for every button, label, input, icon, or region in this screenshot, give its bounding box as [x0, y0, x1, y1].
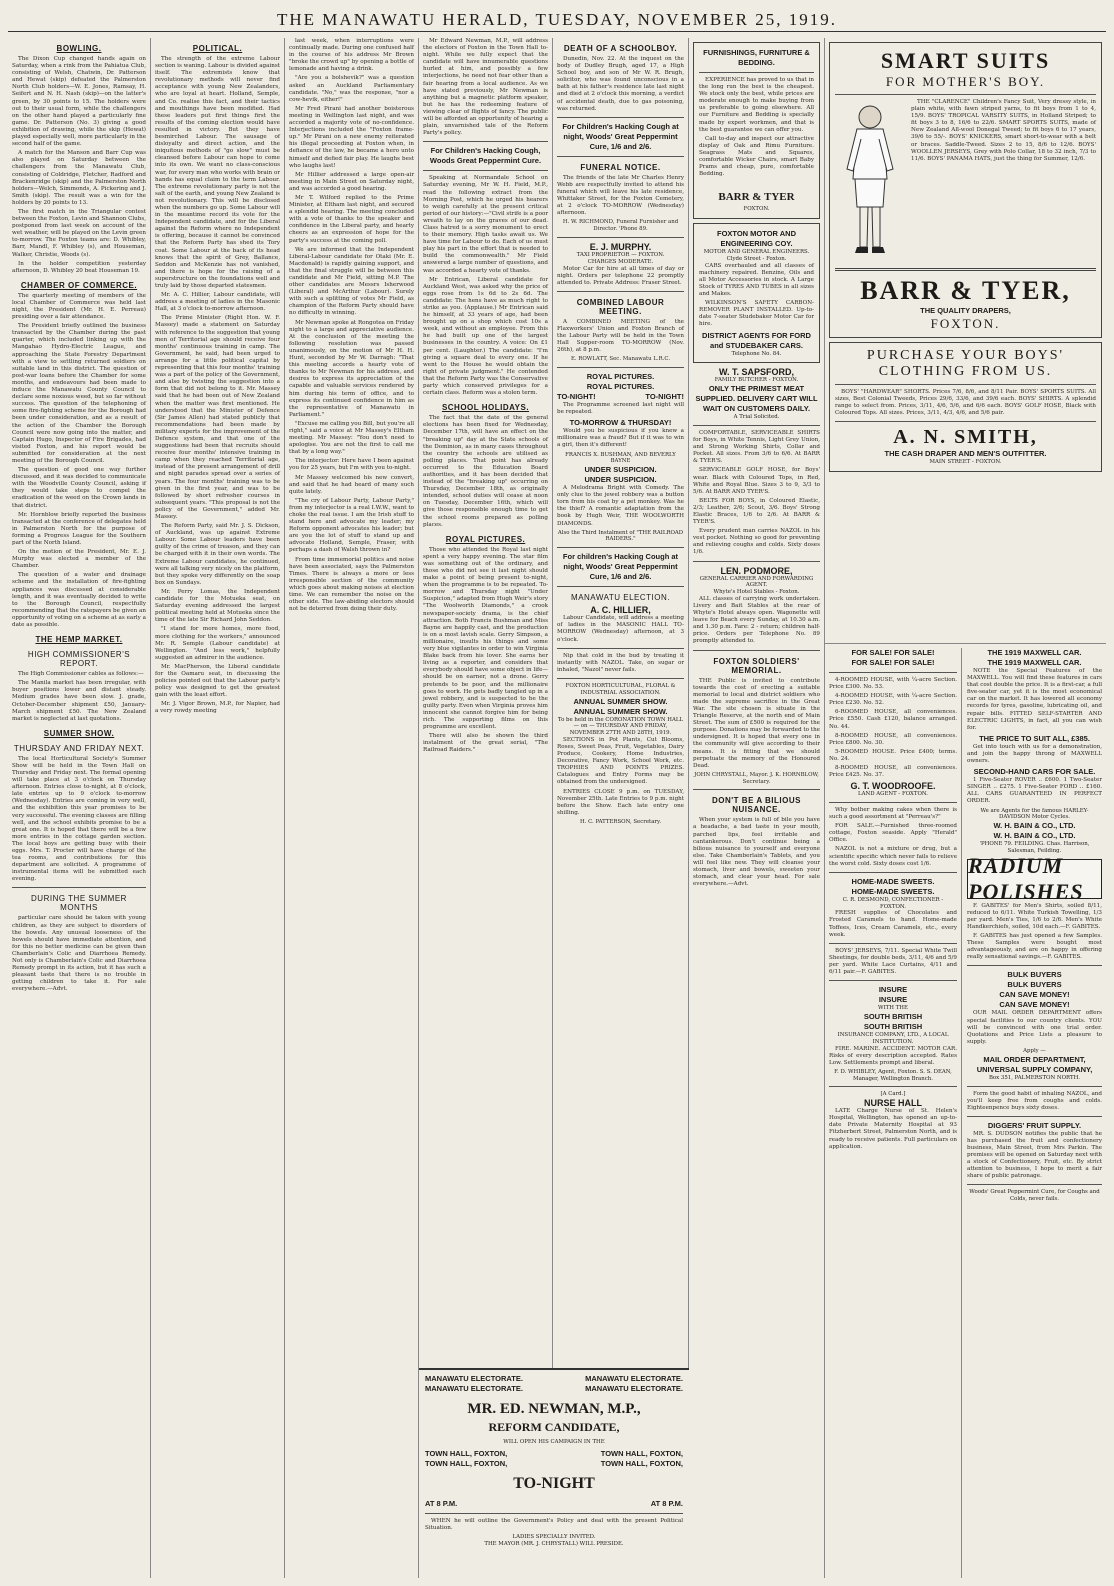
podmore-subtitle: GENERAL CARRIER AND FORWARDING AGENT.	[699, 575, 814, 589]
paragraph: last week, when interruptions were continually made. During one confused half in the course of his address Mr Brown "broke the crowd up" by opening a bottle of lemonade and having a drink.	[289, 38, 414, 73]
smith-address: MAIN STREET - FOXTON.	[929, 459, 1002, 466]
paragraph: EXPERIENCE has proved to us that in the long run the best is the cheapest. We stock only the best, while prices are moderate enough to make buying from us preferable to going elsewhere. All our Furniture and Bedding is specially made by expert workmen, and that is the best guarantee we can offer you.	[699, 77, 814, 133]
sapsford-name: W. T. SAPSFORD,	[718, 367, 794, 378]
paragraph: Labour Candidate, will address a meeting of ladies in the MASONIC HALL TO-MORROW (Wednesday) afternoon, at 3 o'clock.	[557, 615, 684, 643]
jerseys-text	[829, 948, 957, 976]
columns	[8, 38, 1106, 1578]
barr-tyer-town: FOXTON.	[930, 316, 1001, 331]
memorial-signature: JOHN CHRYSTALL, Mayor. J. K. HORNBLOW, Secretary.	[694, 771, 819, 785]
paragraph: COMFORTABLE, SERVICEABLE SHIRTS for Boys, in White Tennis, Light Grey Union, and Strong Working Shirts, Collar and Pocket. All sizes. From 3/6 to 6/6. At BARR & TYER'S.	[693, 429, 820, 465]
misc-ads	[829, 807, 957, 868]
holidays-article	[423, 415, 548, 529]
paragraph: Get into touch with us for a demonstration, and join the happy throng of MAXWELL owners.	[967, 743, 1102, 765]
under-suspicion: UNDER SUSPICION.	[584, 465, 657, 475]
motor-address: Clyde Street - Foxton.	[726, 255, 787, 262]
paragraph: Mr. J. Vigor Brown, M.P., for Napier, had a very rowdy meeting	[155, 701, 280, 715]
paragraph: ALL classes of carrying work undertaken. Livery and Bait Stables at the rear of Whyte's Hotel always open. Wagonette will leave for Beach every Sunday, at 10.30 a.m. and 1.30 p.m. Fare: 2 - return; children half-price. Orders per Telephone No. 89 promptly attended to.	[693, 595, 820, 645]
tonight-label: TO-NIGHT!	[557, 392, 596, 402]
divider	[557, 291, 684, 292]
save-money: CAN SAVE MONEY!	[999, 990, 1070, 1000]
insure: INSURE	[878, 985, 908, 995]
memorial-heading: FOXTON SOLDIERS' MEMORIAL.	[713, 656, 800, 675]
sapsford-text: ONLY THE PRIMEST MEAT SUPPLIED. DELIVERY CART WILL WAIT ON CUSTOMERS DAILY.	[695, 384, 818, 414]
paragraph: The quarterly meeting of members of the local Chamber of Commerce was held last night, the President (Mr. H. E. Perreau) presiding over a fair attendance.	[12, 292, 146, 321]
royal-heading-2: ROYAL PICTURES.	[586, 382, 655, 392]
paragraph: BELTS FOR BOYS, in Coloured Elastic, 2/3; Leather, 2/6; Scout, 3/6. Boys' Strong Elastic Braces, 1/6 to 2/6. At BARR & TYER'S.	[693, 497, 820, 526]
political-article	[155, 56, 280, 716]
smart-suits-subtitle: FOR MOTHER'S BOY.	[885, 74, 1046, 89]
divider	[693, 561, 820, 562]
schoolboy-article	[557, 56, 684, 113]
town-hall-2: TOWN HALL, FOXTON,	[600, 1448, 683, 1458]
column-7a	[825, 648, 962, 1578]
divider	[829, 802, 957, 803]
for-sale-2: FOR SALE! FOR SALE!	[851, 658, 935, 667]
paragraph: We are informed that the Independent Liberal-Labour candidate for Otaki (Mr. E. Macdonald) is rapidly gaining support, and that the final struggle will be between this candidate and Mr Field, sitting M.P. The other candidates are Messrs Isherwood (Liberal) and McArthur (Labour). Surely with such a splitting of votes Mr Field, as champion of the Reform Party should have no difficulty in winning.	[289, 246, 414, 317]
motor-heading: FOXTON MOTOR AND ENGINEERING COY.	[716, 229, 797, 249]
listing: 4-ROOMED HOUSE, with ¼-acre Section. Price £300. No. 53.	[829, 677, 957, 691]
under-ad	[557, 485, 684, 528]
divider	[693, 425, 820, 426]
paragraph: The Reform Party, said Mr. J. S. Dickson, of Auckland, was up against Extreme Labour. Some Labour leaders have been guilty of the crime of treason, and they can be charged with it in their own words. The Extreme Labour candidates, he continued, were all talking very nicely on the platform, but they spoke very differently on the soap box on Sundays.	[155, 523, 280, 586]
commerce-article	[12, 293, 146, 629]
holidays-heading: SCHOOL HOLIDAYS.	[441, 403, 530, 413]
paragraph: Mr. Perry Lomas, the Independent candidate for the Motueka seat, on Saturday evening addressed the largest political meeting held at Motueka since the time of the late Sir Richard John Seddon.	[155, 588, 280, 624]
time-label: AT 8 P.M.	[425, 1498, 458, 1508]
divider	[967, 965, 1102, 966]
listing: 8-ROOMED HOUSE, all conveniences. Price £800. No. 30.	[829, 732, 957, 746]
bowling-heading: BOWLING.	[56, 44, 102, 53]
desmond: C. R. DESMOND, CONFECTIONER - FOXTON.	[842, 896, 944, 910]
funeral-signature: H. W. RICHMOND, Funeral Furnisher and Director. 'Phone 89.	[562, 219, 679, 233]
town-hall: TOWN HALL, FOXTON,	[425, 1448, 508, 1458]
labour-heading: COMBINED LABOUR MEETING.	[576, 297, 665, 316]
motor-subtitle: MOTOR AND GENERAL ENGINEERS.	[703, 249, 810, 256]
divider	[557, 237, 684, 238]
commerce-heading: CHAMBER OF COMMERCE.	[20, 280, 138, 290]
paragraph: Mr Fred Pirani had another boisterous meeting in Wellington last night, and was accorded a majority vote of no-confidence. Interjections included the "Foxton frame-up." Mr Pirani on a new enemy reiterated his illegal proceeding at Foxton when, in defiance of the law, he became a hero unto himself and defied fair play. He laughs best who laughs last!	[289, 105, 414, 169]
tomorrow-ad	[557, 428, 684, 449]
barr-tyer: BARR & TYER	[718, 191, 795, 204]
paragraph: A match for the Manson and Barr Cup was also played on Saturday between the challengers from the Manawatu Club, consisting of Coldridge, Fletcher, Radford and Brackenridge (skip) and the Palmerston North holders—Welch, Simmonds, A. Pickering and J. Smith (skip). The result was a win for the holders by 20 points to 13.	[12, 150, 146, 206]
political-continued	[289, 38, 414, 613]
hort-heading: FOXTON HORTICULTURAL, FLORAL & INDUSTRIAL ASSOCIATION.	[565, 682, 676, 696]
card-label: [A Card.]	[880, 1091, 906, 1098]
under-suspicion-2: UNDER SUSPICION.	[584, 475, 657, 485]
paragraph: Mr T. Wilford replied to the Prime Minister, at Eltham last night, and secured a splendid hearing. The meeting concluded with a vote of thanks to the speaker and confidence in the Liberal party, and hearty cheers as an expression of hope for the party's success at the coming poll.	[289, 194, 414, 244]
divider	[557, 586, 684, 587]
divider	[557, 547, 684, 548]
paragraph: Nip that cold in the bud by treating it instantly with NAZOL. Take, on sugar or inhaled, "Nazol" never fails.	[557, 652, 684, 673]
boy-illustration	[835, 99, 905, 259]
pictures-article	[423, 547, 548, 755]
maxwell-heading: THE 1919 MAXWELL CAR.	[987, 648, 1082, 657]
hemp-article	[12, 671, 146, 723]
paragraph: On the motion of the President, Mr. E. J. Murphy was elected a member of the Chamber.	[12, 549, 146, 570]
paragraph: CARS overhauled and all classes of machinery repaired. Benzine, Oils and all Motor Accessories in stock. A Large Stock of TYRES AND TUBES in all sizes and Makes.	[699, 262, 814, 298]
paragraph: Mr Edward Newman, M.P., will address the electors of Foxton in the Town Hall to-night. While we fully expect that the candidate will have innumerable questions hurled at him, and possibly a few interjections, he need not fear other than a fair hearing from a local audience. As we have stated previously, Mr Newman is anything but a magnetic platform speaker, but he has the redeeming feature of viewing clear of flights of fancy. The public will be afforded an opportunity of hearing a plain, unvarnished tale of the Reform Party's policy.	[423, 38, 548, 137]
furniture-heading: FURNISHINGS, FURNITURE & BEDDING.	[703, 48, 810, 67]
dudson-text	[967, 1131, 1102, 1181]
hemp-heading: THE HEMP MARKET.	[35, 635, 123, 645]
bowling-article	[12, 56, 146, 275]
column-1	[8, 38, 151, 1578]
column-7b	[963, 648, 1106, 1578]
for-sale: FOR SALE! FOR SALE!	[851, 648, 935, 657]
podmore-name: LEN. PODMORE,	[720, 565, 793, 576]
labour-signature: E. ROWLATT, Sec. Manawatu L.R.C.	[570, 356, 671, 363]
paragraph: A COMBINED MEETING of the Flaxworkers' Union and Foxton Branch of the Labour Party will be held in the Town Hall Supper-room TO-MORROW (Nov. 26th), at 8 p.m.	[557, 318, 684, 354]
column-5	[553, 38, 689, 1578]
paragraph: The strength of the extreme Labour section is waning. Labour is divided against itself. The extremists know that revolutionary methods will never find acceptance with young New Zealanders, who are loyal at heart. Holland, Semple, and Co. realise this fact, and their tactics and mouthings have been modified. Had these leaders put first things first the results of the coming election would have resulted in victory. But they have besmirched Labour. The sausage of disloyalty and direct action, and the iniquitous methods of "go slow" must be cleansed before Labour can hope to come into its own. We want no class-conscious war, for every man who works with brain or hands has equal claim to the term Labour. The extreme revolutionary party is not the salt of the earth, and young New Zealand is not revolutionary. This will be disclosed when the numbers go up. Some Labour will in the meantime record its vote for the Independent candidate, and for the Liberal against the Reform where no Independent is offering, because it cannot be convinced that the Reform Party has shed its Tory coat. Some Labour at the back of its head knows that the spirit of Grey, Ballance, Seddon and McKenzie has not vanished, and there is hope for the raising of a superstructure on the foundations well and truly laid by those departed statesmen.	[155, 56, 280, 289]
paragraph: The Prime Minister (Right Hon. W. F. Massey) made a statement on Saturday with reference to the suggestion that young men of Territorial age should receive four months' continuous training in camp. The Government, he said, had been urged to arrange for a little political capital by representing that this four months' training was a part of the policy of the Government, and also by twisting the suggestion into a form that did not belong to it. Mr. Massey said that he had been out of New Zealand when the matter was first mentioned. He understood that the Minister of Defence (Sir James Allen) had stated publicly that recommendations had been made by military experts for the improvement of the Defence system, and that one of the suggestions had been that recruits should receive four months' intensive training in camp when they reached Territorial age, instead of the present arrangement of drill and night parades spread over a series of years. The four months' training was to be given in the first year, and was to be followed by short refresher courses in subsequent years. "This proposal is not the policy of the Government," added Mr. Massey.	[155, 315, 280, 520]
paragraph: SERVICEABLE GOLF HOSE, for Boys' wear. Black with Coloured Tops, in Red, White and Royal Blue. Sizes 3 to 9, 3/3 to 5/6. At BARR AND TYER'S.	[693, 467, 820, 495]
patterson: H. C. PATTERSON, Secretary.	[579, 818, 662, 825]
ladies-invited: LADIES SPECIALLY INVITED.	[512, 1533, 596, 1540]
divider	[423, 141, 548, 142]
royal-ad	[557, 402, 684, 416]
paragraph: Mr. Hornblow briefly reported the business transacted at the conference of delegates held in Palmerston North for the purpose of forming a Progress League for the Southern part of the North Island.	[12, 511, 146, 546]
listing: 5-ROOMED HOUSE. Price £400; terms. No. 24.	[829, 748, 957, 762]
when-text	[425, 1518, 683, 1532]
bulk-buyers: BULK BUYERS	[1007, 970, 1062, 980]
nip-ad	[557, 653, 684, 674]
paragraph: LATE Charge Nurse of St. Helen's Hospital, Wellington, has opened an up-to-date Private Maternity Hospital at 93 Fitzherbert Street, Palmerston North, and is ready to receive patients. Full particulars on application.	[829, 1108, 957, 1150]
desmond-text	[829, 910, 957, 938]
whibley: F. D. WHIBLEY, Agent, Foxton. S. S. DEAN, Manager, Wellington Branch.	[834, 1068, 952, 1082]
tomorrow-label: TO-MORROW & THURSDAY!	[569, 418, 672, 428]
houses-list	[829, 677, 957, 779]
paragraph: OUR MAIL ORDER DEPARTMENT offers special facilities to our country clients. YOU will be convinced with one trial order. Quotations and Price Lists a pleasure to supply.	[967, 1010, 1102, 1045]
will-open: WILL OPEN HIS CAMPAIGN IN THE	[503, 1439, 605, 1445]
listing: 8-ROOMED HOUSE, all conveniences. Price £425. No. 37.	[829, 765, 957, 779]
paragraph: "The cry of Labour Party, Labour Party," from my interjector is a real I.W.W., want to choke the real issue. I am the Irish stuff to stand here and advocate my leader; my Reform opponent advocates his leader; but are you the lot of stuff to stand up and advocate Holland, Semple, Fraser, with perhaps a dash of Walsh thrown in?	[289, 497, 414, 554]
paragraph: The question of a water and drainage scheme and the installation of fire-fighting appliances was discussed at considerable length, and it was eventually decided to write to the Borough Council, respectfully recommending that the ratepayers be given an opportunity of voting on a scheme at as early a date as possible.	[12, 572, 146, 629]
paragraph: BOYS' "HARDWEAR" SHORTS. Prices 7/6, 8/6, and 8/11 Pair. BOYS' SPORTS SUITS. All sizes, Best Colonial Tweeds, Prices 29/6, 33/6, and 39/6 each. BOYS' SHIRTS. A splendid range to select from. Prices, 3/11, 4/6, 5/6, and 6/6 each. BOYS' GOLF HOSE, Black with Coloured Tops. All sizes. Prices, 3/11, 4/3, 4/6, and 5/6 pair.	[835, 389, 1096, 417]
murphy-ad	[557, 266, 684, 287]
paragraph: The friends of the late Mr Charles Henry Webb are respectfully invited to attend his funeral which will leave his late residence, Whittaker Street, for the Foxton Cemetery, at 2 o'clock TO-MORROW (Wednesday) afternoon.	[557, 174, 684, 217]
newspaper-page	[8, 6, 1106, 1580]
paragraph: Mr. MacPherson, the Liberal candidate for the Oamaru seat, in discussing the policies pointed out that the Labour party's policy was designed to get the greatest gain with the least effort.	[155, 663, 280, 699]
newman-campaign-ad	[419, 1368, 689, 1578]
barr-tyer-big: BARR & TYER,	[860, 276, 1071, 305]
bain-2: W. H. BAIN & CO., LTD.	[993, 831, 1076, 841]
raiders: Also the Third Instalment of "THE RAILROAD RAIDERS."	[557, 529, 684, 543]
divider	[829, 672, 957, 673]
divider	[557, 156, 684, 157]
paragraph: Would you be suspicious if you knew a millionaire was a fraud? But if it was to win a girl, then it's different!	[557, 428, 684, 449]
podmore-address: Whyte's Hotel Stables - Foxton.	[713, 589, 800, 596]
bilious-heading: DON'T BE A BILIOUS NUISANCE.	[712, 796, 801, 815]
pictures-heading: ROYAL PICTURES.	[445, 534, 526, 544]
murphy-subtitle: TAXI PROPRIETOR — FOXTON.	[576, 251, 665, 258]
bulk-buyers-2: BULK BUYERS	[1007, 980, 1062, 990]
insure-company-3: INSURANCE COMPANY, LTD., A LOCAL INSTITUTION.	[837, 1031, 949, 1045]
funeral-heading: FUNERAL NOTICE.	[580, 162, 661, 172]
tonight-row	[557, 392, 684, 402]
divider	[967, 1086, 1102, 1087]
paragraph: Call to-day and inspect our attractive display of Oak and Rimu Furniture. Seagrass Mats and Squares, comfortable Wicker Chairs, smart Baby Prams and cheap, pure, comfortable Bedding.	[699, 135, 814, 178]
paragraph: Mr Hillier addressed a large open-air meeting in Main Street on Saturday night, and was accorded a good hearing.	[289, 171, 414, 192]
maxwell-heading-2: THE 1919 MAXWELL CAR.	[987, 658, 1082, 667]
divider	[835, 268, 1096, 271]
annual-show-2: ANNUAL SUMMER SHOW.	[573, 706, 668, 716]
apply: Apply —	[1023, 1047, 1046, 1054]
town-hall-4: TOWN HALL, FOXTON,	[600, 1458, 683, 1468]
divider	[699, 72, 814, 73]
divider	[829, 1086, 957, 1087]
divider	[829, 943, 957, 944]
cough-ad-2: For children's Hacking Cough at night, Woods' Great Peppermint Cure, 1/6 and 2/6.	[562, 552, 679, 582]
nurse-hall: NURSE HALL	[864, 1098, 922, 1109]
paragraph: BOYS' JERSEYS, 7/11. Special White Twill Sheetings, for double beds, 3/11, 4/6 and 5/9 per yard. White Lace Curtains, 4/11 and 6/11 pair.—F. GABITES.	[829, 947, 957, 976]
paragraph: The fact that the date of the general elections has been fixed for Wednesday, December 17th, will have an effect on the "breaking up" day at the State schools of the Dominion, as in many cases throughout the country the schools are utilised as polling places. That point has already occurred to the Education Board authorities, and it has been decided that instead of the "breaking up" occurring on Thursday, December 18th, as originally intended, school duties will cease at noon on Tuesday, December 16th, which will give those responsible enough time to get the school rooms prepared as polling places.	[423, 415, 548, 528]
purchase-text	[835, 389, 1096, 417]
paragraph: FOR SALE.—Furnished three-roomed cottage, Foxton seaside. Apply "Herald" Office.	[829, 823, 957, 844]
woodroofe-name: G. T. WOODROOFE.	[850, 781, 936, 792]
divider	[835, 421, 1096, 422]
paragraph: "Are you a bolshevik?" was a question asked an Auckland Parliamentary candidate. "No," was the response, "nor a cow-hevik, either!"	[289, 75, 414, 103]
summer-months-heading: DURING THE SUMMER MONTHS	[31, 894, 127, 913]
paragraph: A Melodrama Bright with Comedy. The only clue to the jewel robbery was a button torn from his coat by a pet monkey. Was he the thief? A romantic adaptation from the book by Hugh Weir, THE WOOLWORTH DIAMONDS.	[557, 485, 684, 527]
electorate-label: MANAWATU ELECTORATE.	[425, 1374, 523, 1383]
electorate-label-3: MANAWATU ELECTORATE.	[425, 1384, 523, 1393]
paragraph: Motor Car for hire at all times of day or night. Orders per telephone 22 promptly attended to. Private Address: Fraser Street.	[557, 265, 684, 286]
paragraph: particular care should be taken with young children, as they are subject to disorders of the bowels. Any unusual looseness of the bowels should have immediate attention, and for this no better medicine can be given than Chamberlain's Colic and Diarrhoea Remedy. Not only is Chamberlain's Colic and Diarrhoea Remedy prompt in its action, but it has such a pleasant taste that there is no trouble in getting children to take it. For sale everywhere.—Advt.	[12, 915, 146, 993]
paragraph: The first match in the Triangular contest between the Foxton, Levin and Shannon Clubs, postponed from last week on account of the wet weather, will be played on the Levin green to-morrow. The Foxton teams are: D. Whibley, Barr, Mandl, F. Whibley (s), and Houseman, Walker, Christie, Woods (s).	[12, 208, 147, 258]
divider	[557, 648, 684, 649]
second-hand-heading: SECOND-HAND CARS FOR SALE.	[973, 767, 1096, 777]
show-subheading: THURSDAY AND FRIDAY NEXT.	[13, 743, 145, 753]
woodroofe-subtitle: LAND AGENT - FOXTON.	[858, 791, 928, 798]
paragraph: WHEN he will outline the Government's Policy and deal with the present Political Situation.	[425, 1517, 683, 1531]
cough-ad: For Children's Hacking Cough at night, Woods' Great Peppermint Cure, 1/6 and 2/6.	[562, 121, 679, 151]
listing: 6-ROOMED HOUSE, all conveniences. Price £550. Cash £120, balance arranged. No. 44.	[829, 709, 957, 730]
murphy-charges: CHARGES MODERATE.	[587, 258, 654, 265]
divider	[12, 887, 146, 888]
agents: We are Agents for the famous HARLEY-DAVIDSON Motor Cycles.	[980, 807, 1089, 821]
paragraph: The question of good one way further discussed, and it was decided to communicate with the Woodville County Council, asking if they would take steps to compel the eradication of the weed on the Crown lands in that district.	[12, 467, 146, 509]
paragraph: Those who attended the Royal last night spent a very happy evening. The star film was something out of the ordinary, and those who did not see it last night should make a point of being present to-night, when the programme is to be repeated. To-morrow and Thursday night "Under Suspicion," adapted from Hugh Weir's story "The Woolworth Diamonds," a crook newspaper-society drama, is the chief attraction. Both Francis Bushman and Miss Bayne are happily cast, and the production is on a most lavish scale. Gerry Simpson, a millionaire, insults his things and some very blue vigilantes in order to win Virginia Blake back from his lover. She earns her living as a reporter, and considers that everybody should have some object in life—should be on earner, not a drone. Gerry pretends to be poor, and the millionaire goes to work. He gets badly tangled up in a jewel robbery, and is suspected to be the guilty party. Even when Virginia proves him innocent she cannot forgive him for being rich. The supporting films on this programme are excellent.	[423, 546, 548, 731]
habit-text	[967, 1091, 1102, 1112]
paragraph: The High Commissioner cables as follows:—	[18, 671, 144, 678]
smith-subtitle: THE CASH DRAPER AND MEN'S OUTFITTER.	[884, 449, 1047, 459]
memorial-text	[693, 678, 820, 786]
electorate-row	[425, 1374, 683, 1384]
second-hand-text	[967, 777, 1102, 805]
smart-suits-ad	[829, 42, 1102, 338]
paragraph: Mr Newman spoke at Rongotea on Friday night to a large and appreciative audience. At the conclusion of the meeting the following resolution was passed unanimously, on the motion of Mr H. H. Hunt, seconded by Mr W. Darragh: "That this meeting accords a hearty vote of thanks to Mr Newman for his address, and desires to express its appreciation of the capable and valuable services rendered by him during his term of office, and to express its continued confidence in him as the representative of Manawatu in Parliament."	[289, 319, 414, 418]
woods-ad: Woods' Great Peppermint Cure, for Coughs and Colds, never fails.	[969, 1189, 1100, 1203]
motor-agents: DISTRICT AGENTS FOR FORD and STUDEBAKER CARS.	[702, 330, 811, 350]
nurse-text	[829, 1108, 957, 1151]
listing: 4-ROOMED HOUSE, with ¼-acre Section. Price £230. No. 52.	[829, 693, 957, 707]
town-hall-row	[425, 1449, 683, 1459]
barr-tyer-ads	[693, 430, 820, 557]
bilious-text	[693, 817, 820, 888]
hillier-ad	[557, 615, 684, 643]
divider	[693, 789, 820, 790]
divider	[425, 1513, 683, 1514]
masthead: THE MANAWATU HERALD, TUESDAY, NOVEMBER 25, 1919.	[8, 6, 1106, 32]
sweets: HOME-MADE SWEETS.	[851, 876, 935, 886]
royal-heading: ROYAL PICTURES.	[586, 372, 655, 382]
paragraph: "Excuse me calling you Bill, but you're all right," said a voice at Mr Massey's Eltham meeting. Mr Massey: "You don't need to apologise. You are not the first to call me that by a long way."	[289, 420, 414, 456]
diggers-heading: DIGGERS' FRUIT SUPPLY.	[987, 1120, 1082, 1130]
paragraph: The interjector: Here have I been against you for 25 years, but I'm with you to-night.	[289, 458, 414, 472]
schoolboy-heading: DEATH OF A SCHOOLBOY.	[563, 44, 678, 53]
town-hall-row-2	[425, 1459, 683, 1469]
column-7	[825, 38, 1106, 644]
furniture-text	[699, 77, 814, 178]
paragraph: NAZOL is not a mixture or drug, but a scientific specific which never fails to relieve the worst cold. Sixty doses cost 1/6.	[829, 846, 957, 867]
maxwell-text	[967, 668, 1102, 732]
mayor-presides: THE MAYOR (MR. J. CHRYSTALL) WILL PRESIDE.	[484, 1540, 624, 1547]
paragraph: WILKINSON'S SAFETY CARBON-REMOVER PLANT INSTALLED. Up-to-date 7-seater Studebaker Motor Car for hire.	[699, 300, 814, 328]
radium-logo: RADIUM POLISHES	[967, 859, 1102, 899]
divider	[829, 872, 957, 873]
divider	[693, 650, 820, 651]
paragraph: THE Public is invited to contribute towards the cost of erecting a suitable memorial to local and district soldiers who made the supreme sacrifice in the Great War. The site chosen is situate in the Triangle Reserve, at the north end of Main Street. The sum of £500 is required for the purpose. Donations may be forwarded to the undersigned. It is hoped that every one in the community will give according to their means. It is fitting that we should perpetuate the memory of the Honoured Dead.	[693, 677, 820, 769]
paragraph: MR. S. DUDSON notifies the public that he has purchased the fruit and confectionery business, Main Street, from Mrs Parkin. The premises will be opened on Saturday next with a stock of Confectionery, Fruit, etc. By strict attention to business, I hope to merit a fair share of public patronage.	[967, 1130, 1102, 1180]
smart-suits-heading: SMART SUITS	[880, 48, 1051, 73]
time-row	[425, 1499, 683, 1509]
show-article	[12, 756, 146, 884]
paragraph: NOTE the Special Features of the MAXWELL. You will find these features in cars that cost double the price. It is a first-car, a full five-seater car, yet it is the most economical car on the market. It has lowered all economy records for tyres, gasoline, lubricating oil, and repair bills. FITTED SELF-STARTER AND ELECTRIC LIGHTS, in fact, all you can wish for.	[967, 668, 1102, 731]
insure-with: WITH THE	[878, 1005, 908, 1012]
paragraph: Dunedin, Nov. 22. At the inquest on the body of Dudley Brugh, aged 17, a High School boy, and son of Mr W. R. Brugh, solicitor, who was found unconscious in a bath at his father's residence late last night and died at 2 o'clock this morning, a verdict of accidental death, due to gas poisoning, was returned.	[557, 56, 684, 112]
time-label-2: AT 8 P.M.	[650, 1498, 683, 1508]
paragraph: F. GABITES' for Men's Shirts, soiled 8/11, reduced to 6/11. White Turkish Towelling, 1/3 per yard. Men's Ties, 1/6 to 2/6. Men's White Handkerchiefs, soiled, 10d each.—F. GABITES.	[967, 902, 1102, 930]
tonight-label-2: TO-NIGHT!	[645, 392, 684, 402]
political-heading: POLITICAL.	[192, 44, 243, 53]
bain-telephone: 'PHONE 79. FEILDING. Chas. Harrison, Salesman, Feilding.	[979, 841, 1090, 854]
save-money-2: CAN SAVE MONEY!	[999, 1000, 1070, 1010]
bain: W. H. BAIN & CO., LTD.	[993, 821, 1076, 831]
paragraph: Mr Entrican, Liberal candidate for Auckland West, was asked why the price of eggs rose from 1s 6d to 2s 6d. The candidate: The hens have as much right to strike as you. (Applause.) Mr Entrican said he himself, at 33 years of age, had been brought up on a shop which cost 10s a week, and without an employee. From this he had built up one of the largest businesses in the country. A voice: On £1 per cent. (Laughter.) The candidate: "I'm giving a square deal to every one. If he went to the House he would obtain the right of private judgment." He contended that the Reform Party was the Conservative party which conserved privileges for a certain class. Reform was a stolen term.	[423, 276, 548, 397]
maxwell-price: THE PRICE TO SUIT ALL, £385.	[979, 733, 1090, 743]
insure-2: INSURE	[878, 995, 908, 1005]
paragraph: SECTIONS in Pot Plants, Cut Blooms, Roses, Sweet Peas, Fruit, Vegetables, Dairy Produce, Cookery, Home Industries, Decorative, Fancy Work, School Work, etc. TROPHIES AND POINTS PRIZES. Catalogues and Entry Forms may be obtained from the undersigned.	[557, 736, 684, 786]
paragraph: Why bother making cakes when there is such a good assortment at "Perreau's?"	[829, 807, 957, 821]
divider	[557, 367, 684, 368]
paragraph: FIRE. MARINE. ACCIDENT. MOTOR CAR. Risks of every description accepted. Rates Low. Settlements prompt and liberal.	[829, 1045, 957, 1066]
cough-ad: For Children's Hacking Cough, Woods Great Peppermint Cure.	[429, 146, 542, 166]
divider	[835, 94, 1096, 95]
paragraph: The Programme screened last night will be repeated.	[557, 402, 684, 416]
smith-name: A. N. SMITH,	[893, 426, 1038, 449]
barr-town: FOXTON.	[743, 206, 770, 213]
divider	[967, 1116, 1102, 1117]
paragraph: Mr. A. C. Hillier, Labour candidate, will address a meeting of ladies in the Masonic Hall, at 3 o'clock to-morrow afternoon.	[155, 292, 280, 313]
electorate-row-2	[425, 1384, 683, 1394]
sapsford-trial: A Trial Solicited.	[733, 414, 780, 421]
column-2	[151, 38, 285, 1578]
show-heading: SUMMER SHOW.	[43, 728, 115, 738]
electorate-label-4: MANAWATU ELECTORATE.	[585, 1384, 683, 1393]
paragraph: The President briefly outlined the business transacted by the Chamber during the past quarter, which included linking up with the Mangahao Hydro-Electric League, and approaching the State Forestry Department with a view to settling returned soldiers on suitable land in this district. The question of post-war loans before the Chamber for some months, and endeavours had been made to induce the Manawatu County Council to declare some noxious weed, but so far without success. The question of the telephoning of some fire-fighting scheme for the Borough had been under consideration, and as a result of the action of the Chamber the Borough Council were now going into the matter, and Captain Hugo, Inspector of Fire Brigades, had visited Foxton, and his report would be submitted for consideration at the next meeting of the Borough Council.	[12, 323, 146, 464]
paragraph: The local Horticultural Society's Summer Show will be held in the Town Hall on Thursday and Friday next. The formal opening will take place at 3 o'clock on Thursday afternoon. Entries close to-night, at 8 o'clock, late entries up to 9 o'clock to-morrow (Wednesday). Entries are coming in very well, and the exhibition this year promises to be very successful. The evening classes are filling well, and the school exhibits promise to be a great one. It is hoped that there will be a few more entries in the cottage garden section. The local boys are getting busy with their eggs. Mrs. T. Procter will have charge of the tea rooms, and contributions for this department are solicited. A programme of instrumental items will be submitted each evening.	[12, 755, 146, 883]
universal-supply: UNIVERSAL SUPPLY COMPANY,	[976, 1064, 1093, 1074]
paragraph: Form the good habit of inhaling NAZOL, and you'll keep free from coughs and colds. Eighteenpence buys sixty doses.	[967, 1090, 1102, 1111]
barr-tyer-subtitle: THE QUALITY DRAPERS,	[920, 306, 1011, 315]
podmore-text	[693, 596, 820, 646]
labour-notice	[557, 319, 684, 363]
newman-article	[423, 38, 548, 137]
paragraph: The Manila market has been irregular, with buyer positions lower and distant steady. Medium grades have been slow. J. grade, October-December shipment £50, January-March shipment £50. The New Zealand market is neglected at last quotations.	[12, 680, 146, 722]
purchase-ad	[829, 342, 1102, 472]
divider	[967, 1184, 1102, 1185]
paragraph: Speaking at Normandale School on Saturday evening, Mr W. H. Field, M.P., read the following extract from the Morning Post, which he urged his hearers to weigh carefully at the present critical period of our history:—"Civil strife is a poor wreath to lay on the graves of our dead. Class hatred is a sorry monument to erect to their memory. High tasks await us. We have time for Labour to do. Each of us must play his part in the effort that is needed to build the commonwealth." Mr Field answered a large number of questions, and was accorded a hearty vote of thanks.	[423, 175, 548, 274]
newman-name: MR. ED. NEWMAN, M.P.,	[467, 1401, 641, 1417]
stars: FRANCIS X. BUSHMAN, AND BEVERLY BAYNE	[565, 451, 676, 465]
insure-text	[829, 1046, 957, 1067]
annual-details: To be held in the CORONATION TOWN HALL — on — THURSDAY AND FRIDAY, NOVEMBER 27TH AND 28TH, 1919.	[557, 716, 684, 737]
column-3	[285, 38, 419, 1578]
insure-company-2: SOUTH BRITISH	[863, 1021, 923, 1031]
maxwell-text-2	[967, 744, 1102, 765]
paragraph: The Dixon Cup changed hands again on Saturday, when a rink from the Pahiatua Club, consisting of Welsh, Chatwin, Dr. Patterson and Hewat (skip) defeated the Palmerston North Club holders—W. E. Jones, Ramsay, H. Seifert and N. H. Nash (skip)—on the latter's green, by 30 points to 15. The holders were out to their usual form, while the challengers on the other hand played a particularly fine game. Dr. Patterson (No. 3) giving a good exhibition of drawing, while the skip (Hewat) played especially well, more particularly in the second half of the game.	[12, 56, 146, 148]
paragraph: "I stand for more homes, more food, more clothing for the workers," announced Mr. R. Semple (Labour candidate) at Wellington. "And less work," helpfully suggested an admirer in the audience.	[155, 626, 280, 661]
divider	[423, 170, 548, 171]
paragraph: 1 Five-Seater ROVER .. £600. 1 Two-Seater SINGER .. £275. 1 Five-Seater FORD .. £160. ALL CARS GUARANTEED IN PERFECT ORDER.	[967, 777, 1102, 805]
electorate-label-2: MANAWATU ELECTORATE.	[585, 1374, 683, 1383]
paragraph: In the holder competition yesterday afternoon, D. Whibley 20 beat Houseman 19.	[12, 260, 146, 274]
paragraph: Mr Massey welcomed his new convert, and said that he had heard of many such quite lately.	[289, 474, 414, 495]
box: Box 351, PALMERSTON NORTH.	[988, 1074, 1081, 1081]
paragraph: THE "CLARENCE" Children's Fancy Suit, Very dressy style, in plain white, with fawn striped yarns, to fit boys from 1 to 4, 15/9. BOYS' TROPICAL VARSITY SUITS, in Holland Striped; to fit boys 3 to 8, 16/6 to 22/6. SMART SPORTS SUITS, made of New Zealand All-wool Donegal Tweed; to fit boys 6 to 17 years, 39/6 to 55/-. BOYS' KNICKERS, smart short-to-wear with a belt or braces. Saddle-Tweed. Sizes 2 to 15, 8/6 to 12/6. BOYS' WOOLLEN JERSEYS, Grey with Polo Collar, 18 to 32 inch, 7/3 to 11/6. BOYS' PANAMA HATS, just the thing for Summer, 12/6.	[911, 99, 1096, 162]
hemp-subheading: HIGH COMMISSIONER'S REPORT.	[27, 650, 131, 669]
summer-months-article	[12, 915, 146, 993]
motor-ad	[693, 223, 820, 363]
furniture-ad	[693, 42, 820, 219]
motor-telephone: Telephone No. 84.	[731, 350, 782, 357]
paragraph: When your system is full of bile you have a headache, a bad taste in your mouth, parched lips, feel irritable and cantankerous. Don't continue being a bilious nuisance to yourself and everyone else. Take Chamberlain's Tablets, and you will feel like new. They will cleanse your stomach, liver and bowels, sweeten your stomach, and clear your head. For sale everywhere.—Advt.	[693, 817, 820, 888]
election-heading: MANAWATU ELECTION.	[571, 593, 670, 603]
tonight-big: TO-NIGHT	[513, 1474, 595, 1492]
purchase-heading: PURCHASE YOUR BOYS' CLOTHING FROM US.	[866, 348, 1065, 379]
paragraph: ENTRIES CLOSE 9 p.m. on TUESDAY, November 25th. Late Entries to 9 p.m. night before the Show. Each late entry one shilling.	[557, 788, 684, 816]
paragraph: From time immemorial politics and noise have been associated, says the Palmerston Times. There is always a more or less irresponsible section of the community which goes about making noises at election time. We can remember the noise on the other side. The law-abiding electors should not be deterred from doing their duty.	[289, 556, 414, 613]
reform-candidate: REFORM CANDIDATE,	[488, 1420, 620, 1434]
funeral-notice	[557, 175, 684, 233]
mail-text	[967, 1010, 1102, 1045]
town-hall-3: TOWN HALL, FOXTON,	[425, 1458, 508, 1468]
field-article	[423, 175, 548, 397]
divider	[557, 117, 684, 118]
annual-show: ANNUAL SUMMER SHOW.	[573, 696, 668, 706]
insure-company: SOUTH BRITISH	[863, 1011, 923, 1021]
hillier-name: A. C. HILLIER,	[590, 605, 651, 616]
paragraph: F. GABITES has just opened a few Samples. These Samples were bought most advantageously, and are on happy in offering really sensational savings.—F. GABITES.	[967, 933, 1102, 961]
column-6	[689, 38, 825, 1578]
paragraph: Every prudent man carries NAZOL in his vest pocket. Nothing so good for preventing and relieving coughs and colds. Sixty doses 1/6.	[693, 528, 820, 556]
divider	[557, 678, 684, 679]
motor-text	[699, 263, 814, 329]
gabites-text	[967, 903, 1102, 962]
murphy-name: E. J. MURPHY.	[589, 241, 652, 252]
column-4	[419, 38, 553, 1578]
paragraph: There will also be shown the third instalment of the great serial, "The Railroad Raiders."	[423, 733, 548, 754]
paragraph: FRESH supplies of Chocolates and Frosted Caramels to hand. Home-made Toffees, Ices, Cream Caramels, etc., every week.	[829, 910, 957, 938]
sections-ad	[557, 737, 684, 817]
mail-department: MAIL ORDER DEPARTMENT,	[983, 1054, 1086, 1064]
divider	[829, 980, 957, 981]
divider	[835, 384, 1096, 385]
sapsford-subtitle: FAMILY BUTCHER - FOXTON.	[714, 377, 799, 384]
sweets-2: HOME-MADE SWEETS.	[851, 886, 935, 896]
